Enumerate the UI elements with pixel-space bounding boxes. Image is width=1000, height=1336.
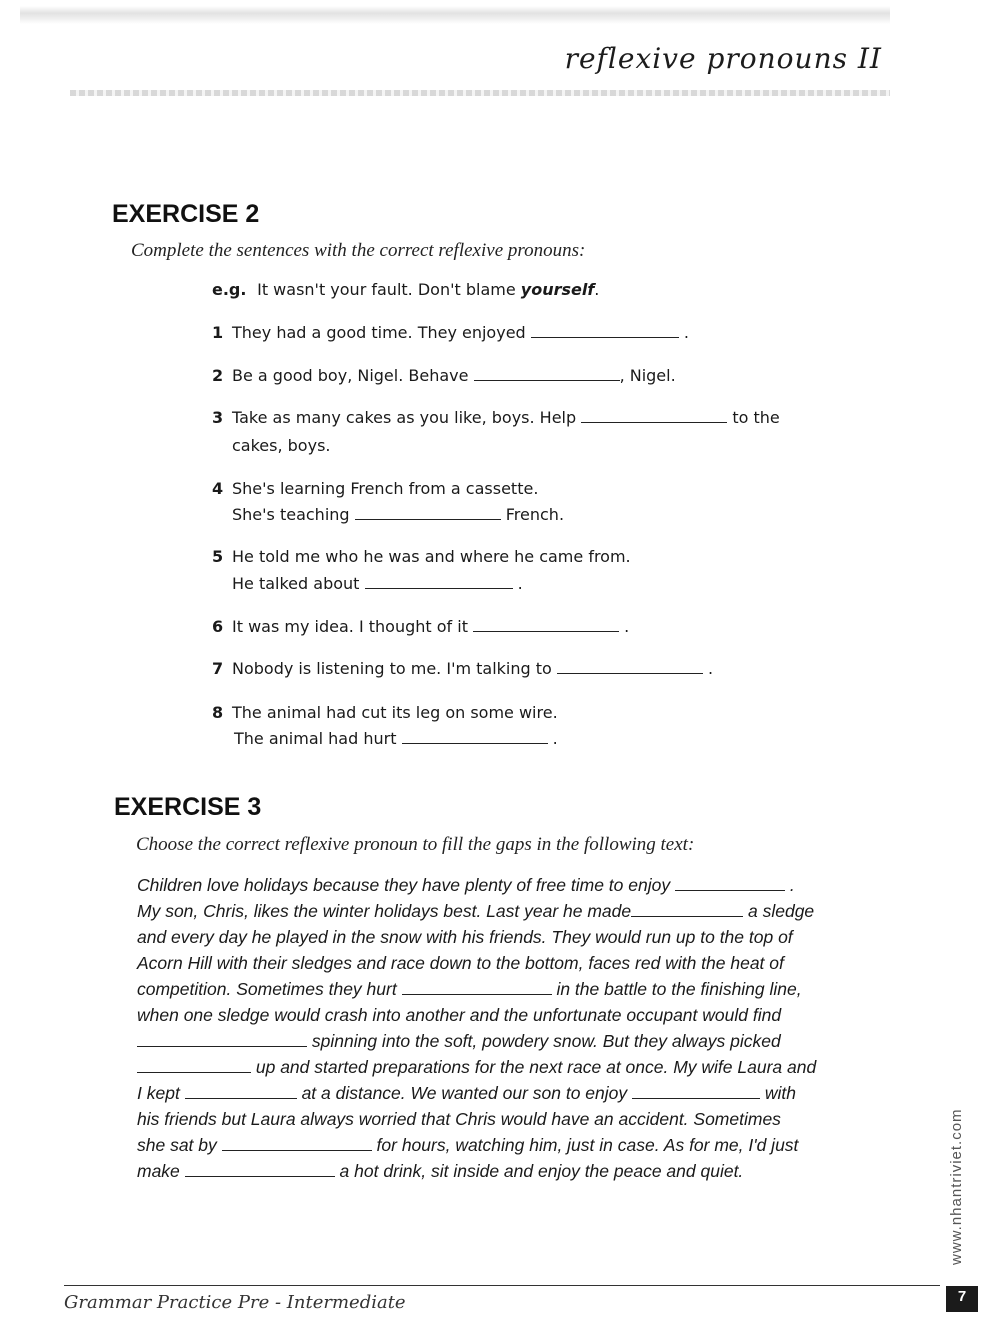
item-number: 3 bbox=[212, 408, 224, 427]
item-text: They had a good time. They enjoyed bbox=[232, 323, 526, 342]
answer-blank[interactable] bbox=[185, 1084, 297, 1099]
answer-blank[interactable] bbox=[355, 505, 501, 520]
item-continuation bbox=[232, 574, 523, 593]
text-segment: with bbox=[764, 1083, 797, 1103]
list-item bbox=[212, 479, 538, 498]
text-line: when one sledge would crash into another and the unfortunate occupant would find bbox=[137, 1005, 782, 1025]
item-text: He told me who he was and where he came from. bbox=[232, 547, 631, 566]
item-end: , Nigel. bbox=[619, 366, 676, 385]
exercise-2-instruction: Complete the sentences with the correct reflexive pronouns: bbox=[131, 240, 586, 261]
example-label: e.g. bbox=[212, 280, 247, 299]
item-end: . bbox=[683, 323, 689, 342]
text-line: his friends but Laura always worried that Chris would have an accident. Sometimes bbox=[137, 1109, 781, 1129]
example-end: . bbox=[594, 280, 600, 299]
text-segment: . bbox=[789, 875, 795, 895]
text-segment: make bbox=[137, 1161, 180, 1181]
example-line bbox=[212, 280, 599, 299]
list-item bbox=[212, 323, 689, 342]
list-item bbox=[212, 703, 558, 722]
example-text: It wasn't your fault. Don't blame bbox=[257, 280, 516, 299]
text-line: Acorn Hill with their sledges and race down to the bottom, faces red with the heat of bbox=[137, 953, 784, 973]
exercise-3-heading: EXERCISE 3 bbox=[114, 793, 262, 821]
item-text: He talked about bbox=[232, 574, 360, 593]
answer-blank[interactable] bbox=[675, 876, 785, 891]
item-end: to the bbox=[732, 408, 780, 427]
example-answer: yourself bbox=[520, 280, 595, 299]
item-text: Be a good boy, Nigel. Behave bbox=[232, 366, 469, 385]
list-item bbox=[212, 617, 629, 636]
text-line bbox=[137, 1031, 781, 1052]
text-segment: a hot drink, sit inside and enjoy the peace and quiet. bbox=[339, 1161, 744, 1181]
answer-blank[interactable] bbox=[402, 729, 548, 744]
answer-blank[interactable] bbox=[185, 1162, 335, 1177]
item-end: . bbox=[624, 617, 630, 636]
item-text: She's learning French from a cassette. bbox=[232, 479, 539, 498]
scan-shadow bbox=[20, 6, 890, 24]
item-continuation: cakes, boys. bbox=[232, 436, 331, 455]
item-text: It was my idea. I thought of it bbox=[232, 617, 468, 636]
text-segment: My son, Chris, likes the winter holidays best. Last year he made bbox=[137, 901, 632, 921]
item-number: 8 bbox=[212, 703, 224, 722]
answer-blank[interactable] bbox=[137, 1058, 251, 1073]
text-line: and every day he played in the snow with his friends. They would run up to the top of bbox=[137, 927, 793, 947]
item-end: . bbox=[708, 659, 714, 678]
item-end: . bbox=[517, 574, 523, 593]
list-item bbox=[212, 366, 676, 385]
text-segment: competition. Sometimes they hurt bbox=[137, 979, 397, 999]
text-line bbox=[137, 1161, 743, 1182]
answer-blank[interactable] bbox=[531, 323, 679, 338]
page-number: 7 bbox=[946, 1286, 978, 1312]
item-text: The animal had hurt bbox=[234, 729, 397, 748]
item-number: 4 bbox=[212, 479, 224, 498]
text-segment: at a distance. We wanted our son to enjoy bbox=[301, 1083, 628, 1103]
answer-blank[interactable] bbox=[137, 1032, 307, 1047]
list-item bbox=[212, 547, 631, 566]
text-segment: in the battle to the finishing line, bbox=[556, 979, 802, 999]
list-item bbox=[212, 408, 780, 427]
exercise-3-instruction: Choose the correct reflexive pronoun to fill the gaps in the following text: bbox=[136, 834, 695, 855]
text-line bbox=[137, 979, 802, 1000]
item-text: She's teaching bbox=[232, 505, 350, 524]
item-text: Take as many cakes as you like, boys. Help bbox=[232, 408, 577, 427]
book-title: Grammar Practice Pre - Intermediate bbox=[64, 1292, 406, 1313]
text-segment: Children love holidays because they have plenty of free time to enjoy bbox=[137, 875, 671, 895]
answer-blank[interactable] bbox=[222, 1136, 372, 1151]
answer-blank[interactable] bbox=[473, 617, 619, 632]
answer-blank[interactable] bbox=[402, 980, 552, 995]
item-continuation bbox=[234, 729, 558, 748]
answer-blank[interactable] bbox=[474, 366, 620, 381]
item-number: 5 bbox=[212, 547, 224, 566]
text-segment: spinning into the soft, powdery snow. But they always picked bbox=[311, 1031, 781, 1051]
answer-blank[interactable] bbox=[631, 902, 743, 917]
item-number: 7 bbox=[212, 659, 224, 678]
text-segment: she sat by bbox=[137, 1135, 217, 1155]
text-line bbox=[137, 1135, 798, 1156]
header-divider bbox=[70, 90, 890, 96]
item-text: Nobody is listening to me. I'm talking to bbox=[232, 659, 552, 678]
answer-blank[interactable] bbox=[581, 408, 727, 423]
publisher-website: www.nhantriviet.com bbox=[948, 1108, 965, 1265]
text-segment: a sledge bbox=[748, 901, 815, 921]
text-line bbox=[137, 901, 814, 922]
text-line bbox=[137, 1083, 796, 1104]
answer-blank[interactable] bbox=[557, 659, 703, 674]
exercise-2-heading: EXERCISE 2 bbox=[112, 200, 260, 228]
item-number: 2 bbox=[212, 366, 224, 385]
answer-blank[interactable] bbox=[632, 1084, 760, 1099]
text-segment: I kept bbox=[137, 1083, 180, 1103]
item-number: 6 bbox=[212, 617, 224, 636]
text-segment: up and started preparations for the next race at once. My wife Laura and bbox=[255, 1057, 817, 1077]
item-end: French. bbox=[505, 505, 565, 524]
item-number: 1 bbox=[212, 323, 224, 342]
text-line bbox=[137, 1057, 816, 1078]
item-text: The animal had cut its leg on some wire. bbox=[232, 703, 558, 722]
footer-divider bbox=[64, 1285, 940, 1286]
item-continuation bbox=[232, 505, 564, 524]
answer-blank[interactable] bbox=[365, 574, 513, 589]
item-end: . bbox=[552, 729, 558, 748]
list-item bbox=[212, 659, 713, 678]
text-segment: for hours, watching him, just in case. As for me, I'd just bbox=[376, 1135, 799, 1155]
text-line bbox=[137, 875, 795, 896]
page-title: reflexive pronouns II bbox=[564, 42, 882, 75]
